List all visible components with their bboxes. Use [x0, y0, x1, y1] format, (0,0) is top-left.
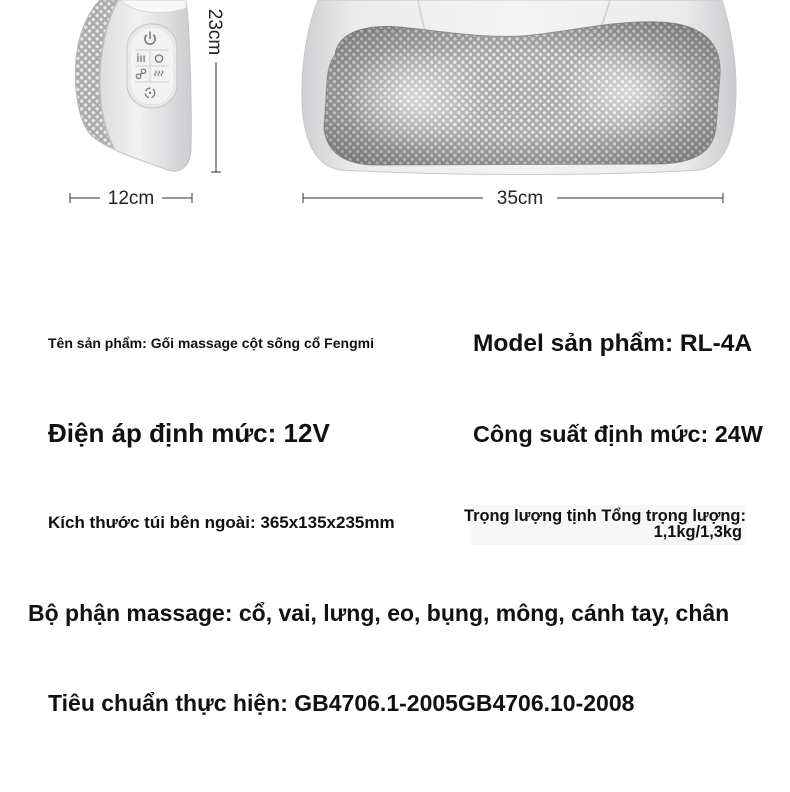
spec-model-value: RL-4A [679, 330, 753, 357]
spec-rated-power-value: 24W [714, 421, 763, 447]
spec-product-name-label: Tên sản phẩm: [48, 335, 147, 351]
pillow-side-view [76, 0, 192, 171]
spec-standard [48, 690, 634, 718]
spec-weight [464, 507, 746, 541]
spec-model-label: Model sản phẩm: [473, 330, 674, 357]
spec-standard-value: GB4706.1-2005GB4706.10-2008 [294, 690, 635, 716]
spec-massage-areas-label: Bộ phận massage: [28, 600, 233, 626]
spec-massage-areas-value: cổ, vai, lưng, eo, bụng, mông, cánh tay, chân [238, 600, 730, 626]
massage-node-left [343, 46, 487, 150]
side-width-dimension-label: 12cm [107, 188, 155, 209]
spec-outer-bag-size [48, 513, 395, 533]
spec-rated-power [473, 420, 763, 448]
spec-outer-bag-size-value: 365x135x235mm [260, 513, 395, 532]
control-panel [127, 24, 177, 108]
spec-outer-bag-size-label: Kích thước túi bên ngoài: [48, 513, 256, 532]
spec-rated-power-label: Công suất định mức: [473, 421, 709, 447]
spec-standard-label: Tiêu chuẩn thực hiện: [48, 690, 288, 716]
spec-product-name-value: Gối massage cột sống cổ Fengmi [150, 335, 374, 351]
height-dimension-label: 23cm [204, 8, 225, 56]
spec-massage-areas [28, 600, 729, 628]
product-illustration [0, 0, 790, 215]
front-width-dimension-label: 35cm [496, 188, 544, 209]
spec-model [473, 329, 752, 358]
height-dimension [204, 9, 225, 172]
spec-product-name [48, 335, 374, 352]
side-width-dimension [70, 188, 192, 209]
spec-weight-value: 1,1kg/1,3kg [653, 523, 742, 541]
pillow-front-view [302, 0, 736, 175]
front-width-dimension [303, 188, 723, 209]
massage-node-right [556, 40, 700, 144]
spec-rated-voltage [48, 418, 330, 449]
spec-rated-voltage-label: Điện áp định mức: [48, 418, 277, 448]
spec-rated-voltage-value: 12V [283, 418, 330, 448]
spec-weight-label: Trọng lượng tịnh Tổng trọng lượng: [464, 507, 746, 525]
